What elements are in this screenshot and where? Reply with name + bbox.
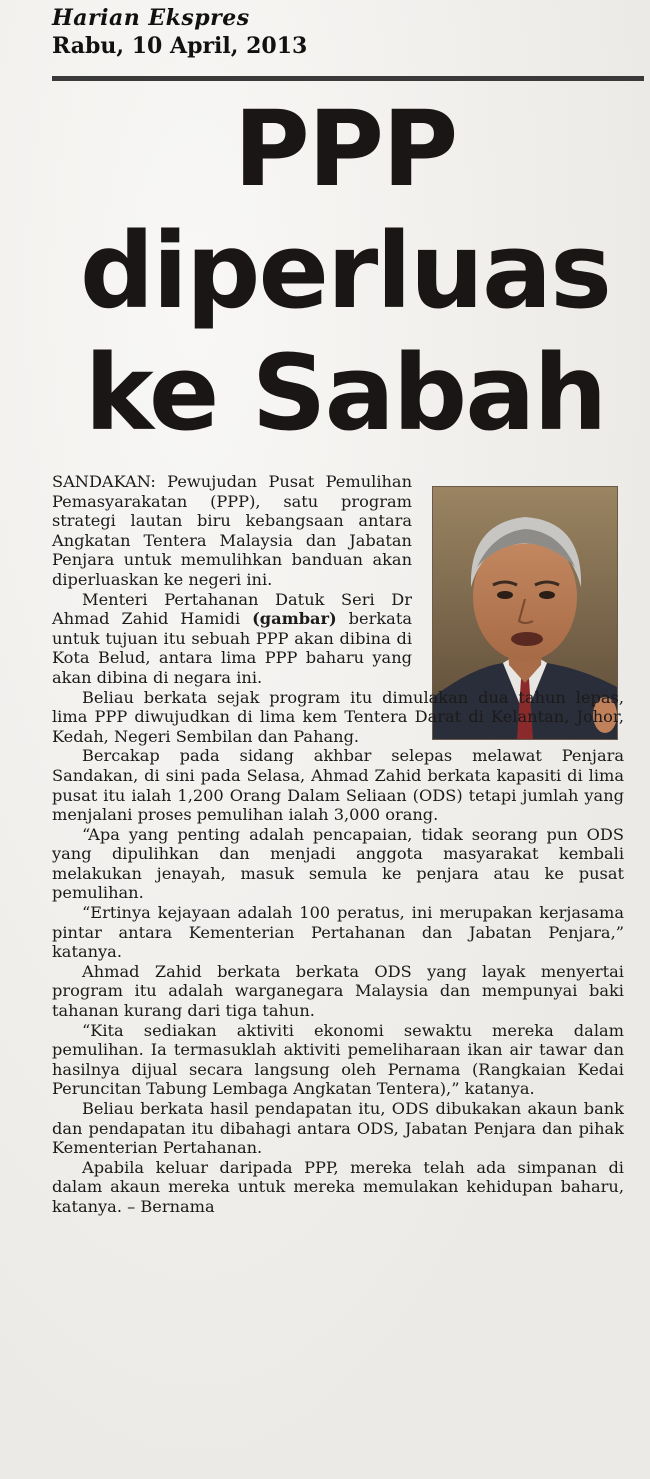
article-paragraph-2 bbox=[52, 590, 412, 688]
header-divider bbox=[52, 76, 644, 81]
article-paragraph-1: SANDAKAN: Pewujudan Pusat Pemulihan Pemasyarakatan (PPP), satu program strategi lautan biru kebangsaan antara Angkatan Tentera Malaysia dan Jabatan Penjara untuk memulihkan banduan akan diperluaskan ke negeri ini. bbox=[52, 472, 412, 589]
article-paragraph-4: Bercakap pada sidang akhbar selepas melawat Penjara Sandakan, di sini pada Selasa, Ahmad Zahid berkata kapasiti di lima pusat itu ialah 1,200 Orang Dalam Seliaan (ODS) tetapi jumlah yang menjalani proses pemulihan ialah 3,000 orang. bbox=[52, 746, 624, 825]
article-paragraph-6: “Ertinya kejayaan adalah 100 peratus, ini merupakan kerjasama pintar antara Kementerian Pertahanan dan Jabatan Penjara,” katanya. bbox=[52, 903, 624, 962]
article-paragraph-9: Beliau berkata hasil pendapatan itu, ODS dibukakan akaun bank dan pendapatan itu dibahagi antara ODS, Jabatan Penjara dan pihak Kementerian Pertahanan. bbox=[52, 1099, 624, 1158]
article-paragraph-2-rest: berkata untuk tujuan itu sebuah PPP akan dibina di Kota Belud, antara lima PPP baharu yang akan dibina di negara ini. bbox=[52, 609, 412, 687]
headline-line-2: diperluas bbox=[79, 210, 611, 332]
photo-caption-reference: (gambar) bbox=[252, 609, 337, 629]
article-paragraph-3: Beliau berkata sejak program itu dimulakan dua tahun lepas, lima PPP diwujudkan di lima kem Tentera Darat di Kelantan, Johor, Kedah, Negeri Sembilan dan Pahang. bbox=[52, 687, 624, 746]
headline bbox=[40, 88, 650, 454]
article-paragraph-8: “Kita sediakan aktiviti ekonomi sewaktu mereka dalam pemulihan. Ia termasuklah aktiviti pemeliharaan ikan air tawar dan hasilnya dijual secara langsung oleh Pernama (Rangkaian Kedai Peruncitan Tabung Lembaga Angkatan Tentera),” katanya. bbox=[52, 1020, 624, 1099]
article-paragraph-2-lead: Menteri Pertahanan Datuk Seri Dr Ahmad Zahid Hamidi bbox=[52, 589, 412, 629]
masthead bbox=[52, 4, 307, 60]
headline-line-3: ke Sabah bbox=[84, 332, 606, 454]
publication-date: Rabu, 10 April, 2013 bbox=[52, 33, 308, 59]
article-body bbox=[52, 472, 624, 1217]
article-paragraph-5: “Apa yang penting adalah pencapaian, tidak seorang pun ODS yang dipulihkan dan menjadi anggota masyarakat kembali melakukan jenayah, masuk semula ke penjara atau ke pusat pemulihan. bbox=[52, 824, 624, 903]
article-paragraph-7: Ahmad Zahid berkata berkata ODS yang layak menyertai program itu adalah warganegara Malaysia dan mempunyai baki tahanan kurang dari tiga tahun. bbox=[52, 961, 624, 1021]
headline-line-1: PPP bbox=[233, 88, 457, 210]
newspaper-name: Harian Ekspres bbox=[52, 5, 250, 31]
article-paragraph-10: Apabila keluar daripada PPP, mereka telah ada simpanan di dalam akaun mereka untuk mereka memulakan kehidupan baharu, katanya. – Bernama bbox=[52, 1157, 624, 1216]
